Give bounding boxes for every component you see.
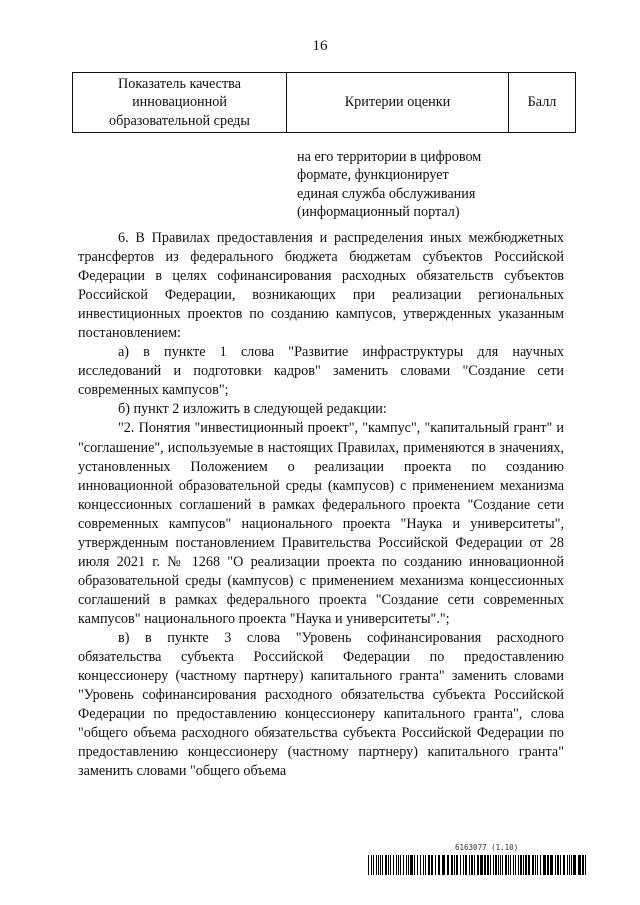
continuation-line: (информационный портал) [297, 203, 460, 220]
barcode [368, 855, 588, 875]
paragraph-a: а) в пункте 1 слова "Развитие инфраструктуры для научных исследований и подготовки кадров" заменить словами "Создание сети современных кампусов"; [78, 344, 564, 399]
document-body [78, 229, 564, 781]
continuation-line: формате, функционирует [297, 167, 449, 184]
header-cell-indicator [73, 73, 287, 133]
criteria-table-header [72, 72, 576, 133]
continuation-line: на его территории в цифровом [297, 149, 482, 165]
paragraph-6: 6. В Правилах предоставления и распределения иных межбюджетных трансфертов из федерального бюджета бюджетам субъектов Российской Федерации в целях софинансирования расходных обязательств субъектов Российской Федерации, возникающих при реализации региональных инвестиционных проектов по созданию кампусов, утвержденных указанным постановлением: [78, 230, 564, 342]
header-indicator-line: инновационной [132, 94, 227, 111]
paragraph-v: в) в пункте 3 слова "Уровень софинансирования расходного обязательства субъекта Российской Федерации по предоставлению концессионеру (частному партнеру) капитального гранта" заменить словами "Уровень софинансирования расходного обязательства субъекта Российской Федерации по предоставлению концессионеру капитального гранта", слова "общего объема расходного обязательства субъекта Российской Федерации по предоставлению концессионеру (частному партнеру) капитального гранта" заменить словами "общего объема [78, 629, 564, 780]
table-continuation-text [297, 148, 587, 221]
paragraph-b: б) пункт 2 изложить в следующей редакции: [118, 401, 387, 418]
header-indicator-line: Показатель качества [118, 75, 241, 92]
page-number: 16 [312, 38, 328, 54]
continuation-line: единая служба обслуживания [297, 185, 476, 202]
header-cell-criteria: Критерии оценки [287, 73, 509, 133]
paragraph-2: "2. Понятия "инвестиционный проект", "кампус", "капитальный грант" и "соглашение", используемые в настоящих Правилах, применяются в значениях, установленных Положением о реализации проекта по созданию инновационной образовательной среды (кампусов) с применением механизма концессионных соглашений в рамках федерального проекта "Создание сети современных кампусов" национального проекта "Наука и университеты", утвержденным постановлением Правительства Российской Федерации от 28 июля 2021 г. № 1268 "О реализации проекта по созданию инновационной образовательной среды (кампусов) с применением механизма концессионных соглашений в рамках федерального проекта "Создание сети современных кампусов" национального проекта "Наука и университеты"."; [78, 420, 564, 627]
header-cell-score: Балл [509, 73, 576, 133]
barcode-number: 6163077 (1.10) [455, 843, 519, 852]
header-indicator-line: образовательной среды [109, 112, 250, 129]
